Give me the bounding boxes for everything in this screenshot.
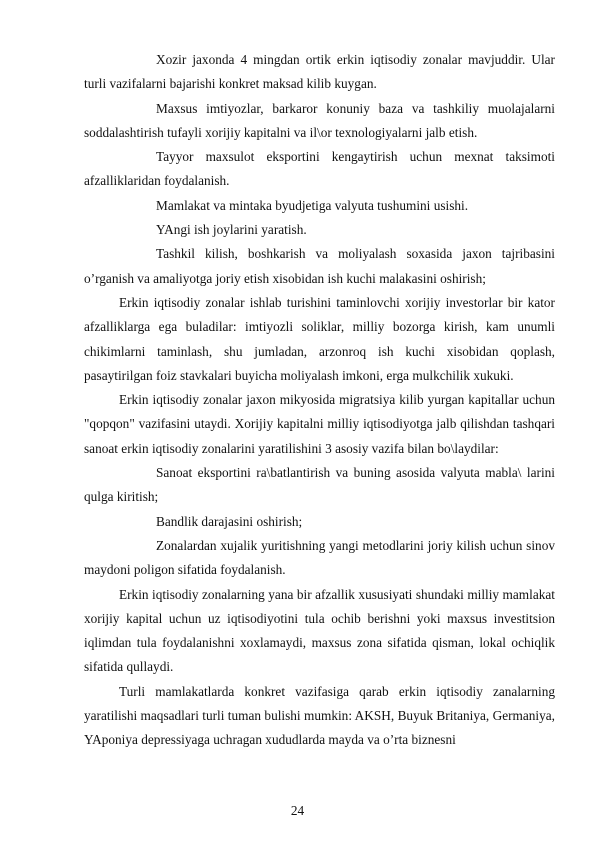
paragraph-12: Erkin iqtisodiy zonalarning yana bir afzallik xususiyati shundaki milliy mamlakat xorijiy kapital uchun uz iqtisodiyotini tula ochib berishni yoki maxsus investitsion iqlimdan tula foydalanishni xoxlamaydi, maxsus zona sifatida qisman, lokal ochiqlik sifatida qullaydi.: [84, 586, 555, 675]
paragraph-1: Xozir jaxonda 4 mingdan ortik erkin iqtisodiy zonalar mavjuddir. Ular turli vazifalarni bajarishi konkret maksad kilib kuygan.: [84, 52, 555, 92]
paragraph-7: Erkin iqtisodiy zonalar ishlab turishini taminlovchi xorijiy investorlar bir kator afzalliklarga ega buladilar: imtiyozli soliklar, milliy bozorga kirish, kam unumli chikimlarni taminlash, shu jumladan, arzonroq ish kuchi xisobidan qoplash, pasaytirilgan foiz stavkalari buyicha moliyalash imkoni, erga mulkchilik xukuki.: [84, 294, 555, 383]
paragraph-4: Mamlakat va mintaka byudjetiga valyuta tushumini usishi.: [156, 197, 469, 213]
page-number: 24: [290, 803, 305, 818]
paragraph-5: YAngi ish joylarini yaratish.: [156, 222, 307, 238]
paragraph-9: Sanoat eksportini ra\batlantirish va buning asosida valyuta mabla\ larini qulga kiritish;: [84, 465, 555, 505]
paragraph-3: Tayyor maxsulot eksportini kengaytirish uchun mexnat taksimoti afzalliklaridan foydalanish.: [84, 149, 555, 189]
document-body: [84, 48, 555, 753]
paragraph-13: Turli mamlakatlarda konkret vazifasiga qarab erkin iqtisodiy zanalarning yaratilishi maqsadlari turli tuman bulishi mumkin: AKSH, Buyuk Britaniya, Germaniya, YAponiya depressiyaga uchragan xududlarda mayda va o’rta biznesni: [84, 683, 555, 748]
paragraph-2: Maxsus imtiyozlar, barkaror konuniy baza va tashkiliy muolajalarni soddalashtirish tufayli xorijiy kapitalni va il\or texnologiyalarni jalb etish.: [84, 100, 555, 140]
paragraph-11: Zonalardan xujalik yuritishning yangi metodlarini joriy kilish uchun sinov maydoni poligon sifatida foydalanish.: [84, 537, 555, 578]
paragraph-10: Bandlik darajasini oshirish;: [156, 513, 303, 529]
paragraph-6: Tashkil kilish, boshkarish va moliyalash soxasida jaxon tajribasini o’rganish va amaliyotga joriy etish xisobidan ish kuchi malakasini oshirish;: [84, 246, 555, 286]
paragraph-8: Erkin iqtisodiy zonalar jaxon mikyosida migratsiya kilib yurgan kapitallar uchun "qopqon" vazifasini utaydi. Xorijiy kapitalni milliy iqtisodiyotga jalb qilishdan tashqari sanoat erkin iqtisodiy zonalarini yaratilishini 3 asosiy vazifa bilan bo\laydilar:: [84, 392, 555, 456]
